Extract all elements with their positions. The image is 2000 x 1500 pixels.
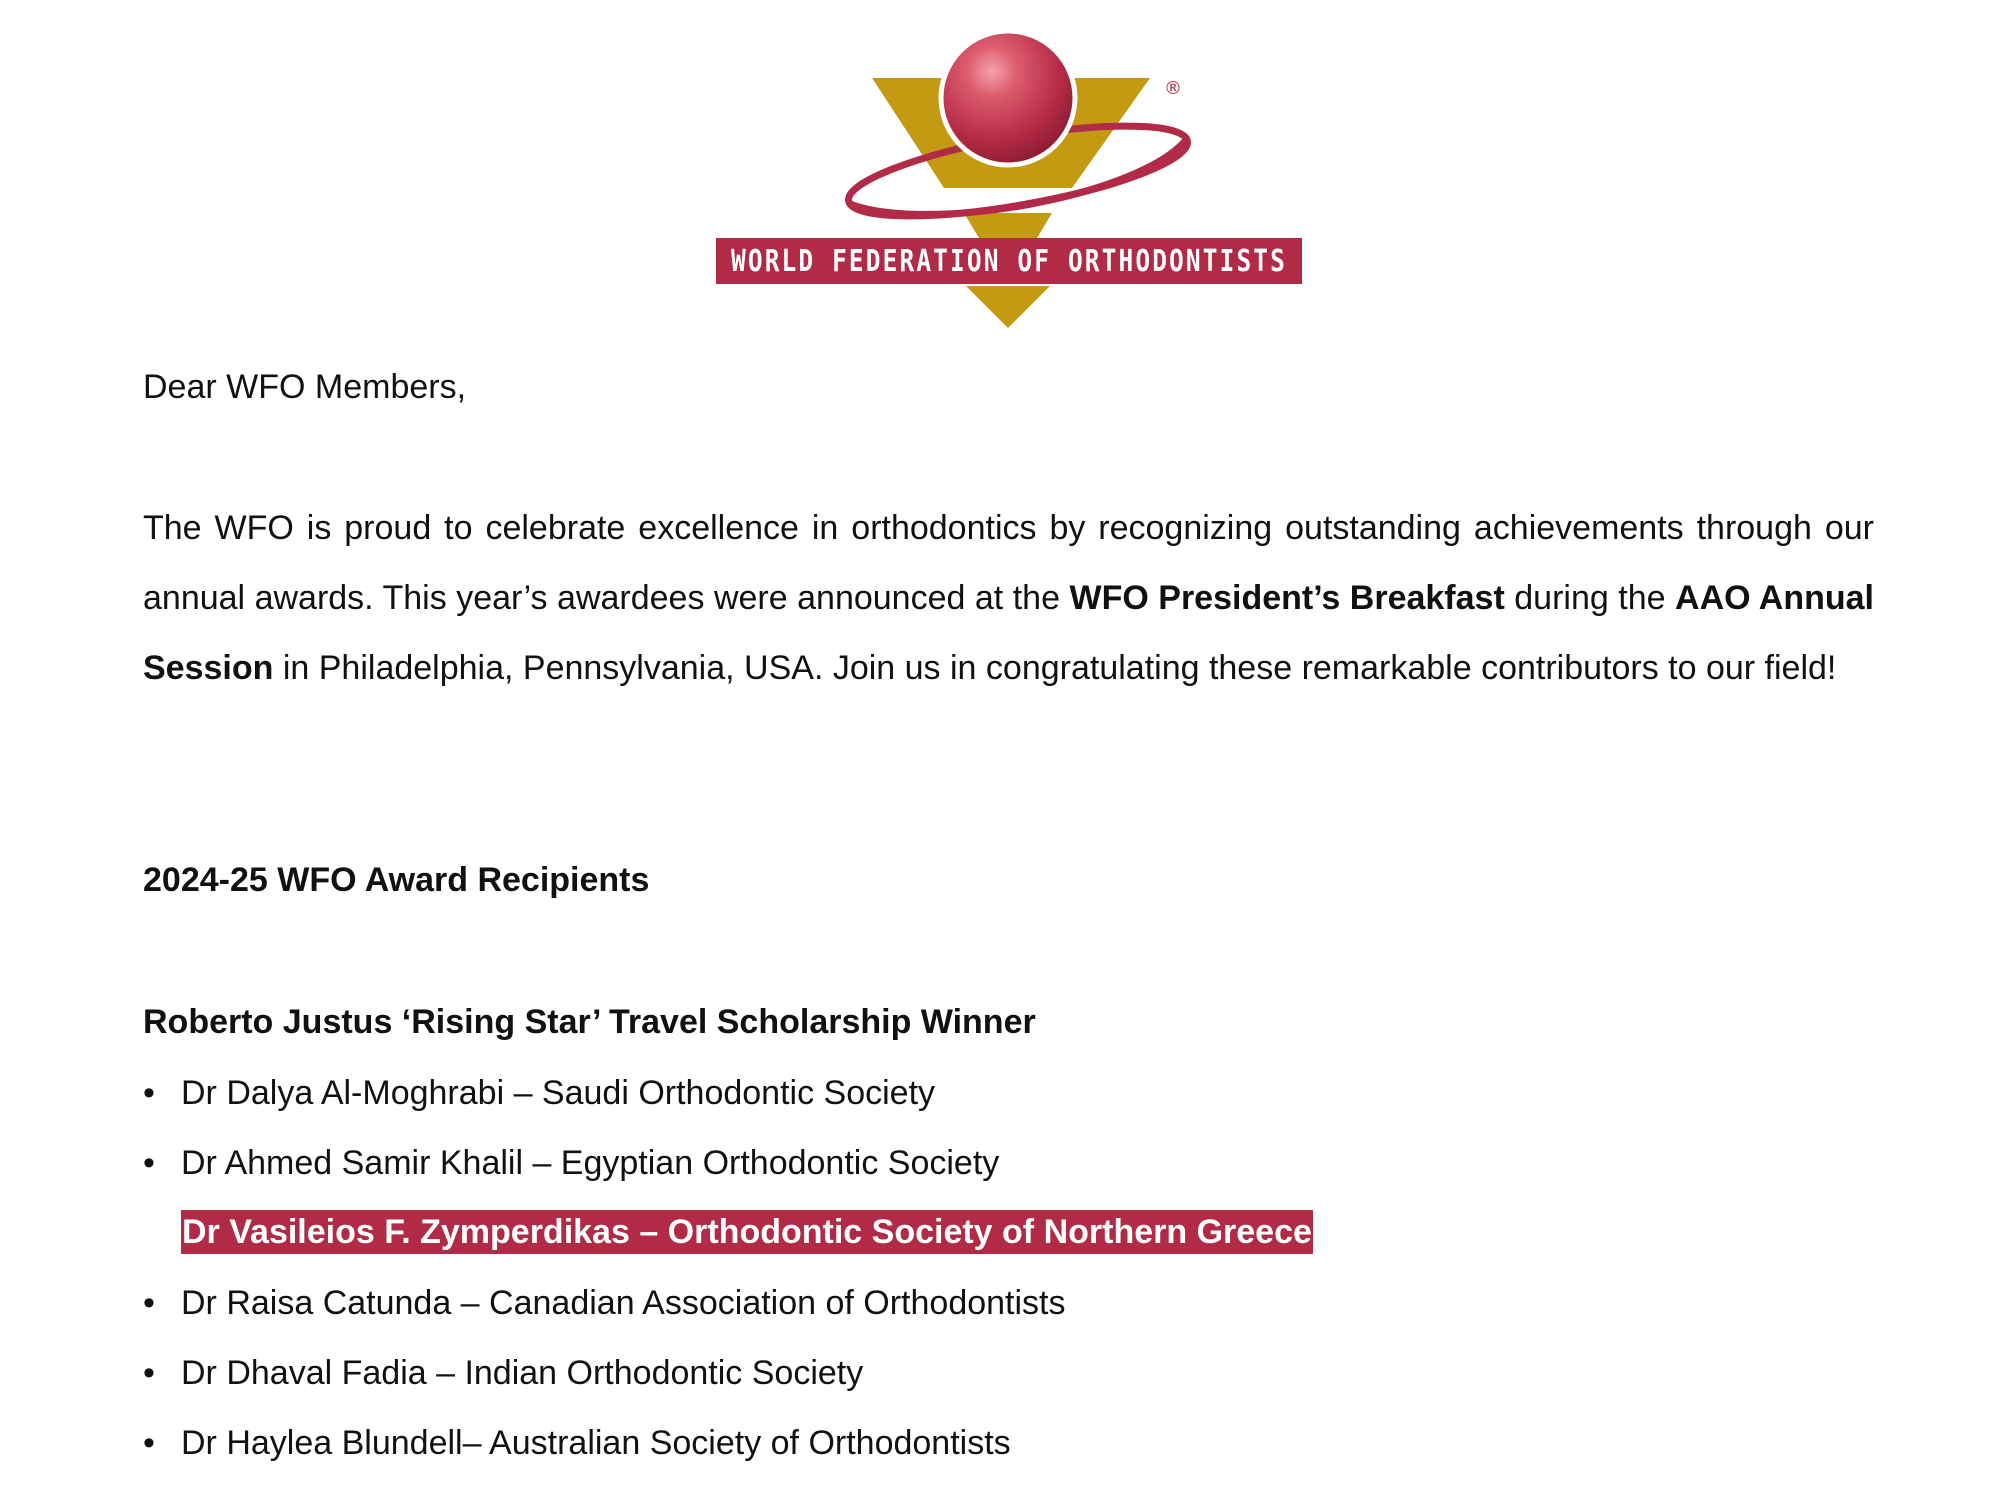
registered-mark: ® [1164,78,1182,99]
list-item [143,1058,1874,1128]
bullet: • [143,1354,155,1392]
intro-bold-breakfast: WFO President’s Breakfast [1069,579,1505,617]
list-item [143,1408,1874,1478]
recipient-name: Dr Haylea Blundell– Australian Society of Orthodontists [181,1424,1011,1462]
wfo-logo [716,28,1302,334]
section-heading: 2024-25 WFO Award Recipients [143,861,650,899]
intro-text-3: in Philadelphia, Pennsylvania, USA. Join us in congratulating these remarkable contributors to our field! [273,649,1837,687]
gold-v-tip [966,286,1050,328]
intro-bold-session: AAO Annual Session [143,579,1875,687]
intro-text-2: during the [1504,579,1676,617]
recipient-name: Dr Dhaval Fadia – Indian Orthodontic Society [181,1354,864,1392]
recipient-name: Dr Ahmed Samir Khalil – Egyptian Orthodontic Society [181,1144,1000,1182]
recipient-name: Dr Raisa Catunda – Canadian Association of Orthodontists [181,1284,1066,1322]
bullet: • [143,1284,155,1322]
logo-text: WORLD FEDERATION OF ORTHODONTISTS [731,244,1287,279]
bullet: • [143,1424,155,1462]
list-item-highlighted [143,1198,1874,1268]
bullet: • [143,1144,155,1182]
greeting: Dear WFO Members, [143,368,467,406]
list-item [143,1338,1874,1408]
intro-text-1: The WFO is proud to celebrate excellence in orthodontics by recognizing outstanding achievements through our annual awards. This year’s awardees were announced at the [143,509,1874,617]
award-title: Roberto Justus ‘Rising Star’ Travel Scholarship Winner [143,1003,1036,1041]
bullet: • [143,1074,155,1112]
recipient-name: Dr Dalya Al-Moghrabi – Saudi Orthodontic Society [181,1074,936,1112]
recipient-list [143,1058,1874,1478]
list-item [143,1268,1874,1338]
list-item [143,1128,1874,1198]
sphere [941,31,1075,165]
intro-paragraph [143,493,1874,703]
highlighted-recipient-name: Dr Vasileios F. Zymperdikas – Orthodontic Society of Northern Greece [181,1210,1313,1254]
